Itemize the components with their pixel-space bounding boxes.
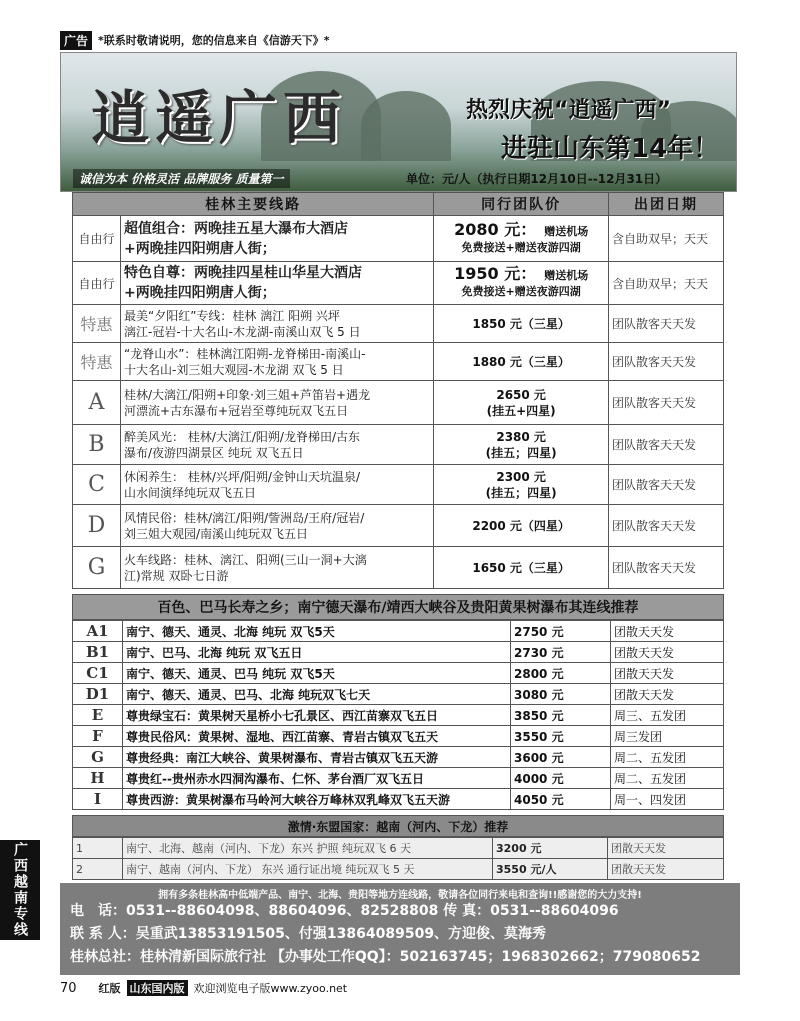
price-line: 1850 元（三星）	[472, 316, 570, 331]
departure-cell: 团散天天发	[611, 642, 724, 663]
price-extra: 免费接送+赠送夜游四湖	[461, 285, 581, 298]
price-extra: 赠送机场	[544, 269, 589, 282]
route-number: 1	[73, 838, 123, 859]
celebrate-line2: 进驻山东第14年！	[501, 134, 720, 164]
side-tab: 广西越南专线	[0, 840, 40, 940]
departure-cell: 团队散客天天发	[609, 381, 724, 425]
mountain-shape	[361, 91, 451, 161]
page-number: 70	[60, 980, 77, 996]
price-cell	[434, 465, 609, 505]
table-header-row	[73, 193, 724, 216]
ad-tag: 广告	[60, 31, 92, 50]
departure-cell: 团散天天发	[608, 838, 724, 859]
table-row	[73, 705, 724, 726]
route-code: E	[73, 705, 123, 726]
price-line: 1880 元（三星）	[472, 354, 570, 369]
route-description: 南宁、德天、通灵、北海 纯玩 双飞5天	[123, 621, 511, 642]
route-label: D	[73, 505, 121, 547]
price-cell: 3200 元	[493, 838, 608, 859]
contact-notice: 拥有多条桂林高中低端产品、南宁、北海、贵阳等地方连线路，敬请各位同行来电和查询!!感谢您的大力支持!	[158, 890, 642, 901]
table-row	[73, 859, 724, 880]
route-description	[121, 381, 434, 425]
ad-header	[60, 30, 330, 50]
banner-title: 逍遥广西	[91, 84, 348, 152]
price-line: (挂五+四星)	[486, 403, 556, 418]
route-code: A1	[73, 621, 123, 642]
price-cell	[434, 305, 609, 343]
route-description: 尊贵绿宝石：黄果树天星桥小七孔景区、西江苗寨双飞五日	[123, 705, 511, 726]
departure-cell: 团队散客天天发	[609, 305, 724, 343]
price-cell: 4000 元	[511, 768, 611, 789]
contact-panel	[60, 883, 740, 975]
celebrate-line1: 热烈庆祝“逍遥广西”	[466, 98, 671, 123]
price-cell: 3080 元	[511, 684, 611, 705]
route-description	[121, 216, 434, 262]
price-cell	[434, 425, 609, 465]
price-line: 2300 元	[496, 469, 546, 484]
route-description	[121, 262, 434, 305]
price-cell	[434, 262, 609, 305]
route-label: 特惠	[73, 343, 121, 381]
price-cell	[434, 381, 609, 425]
route-line: +两晚挂四阳朔唐人街；	[124, 240, 276, 257]
table-row	[73, 505, 724, 547]
route-line: “龙脊山水”：桂林漓江阳朔-龙脊梯田-南溪山-	[124, 346, 366, 361]
table-row	[73, 663, 724, 684]
route-description: 尊贵西游：黄果树瀑布马岭河大峡谷万峰林双乳峰双飞五天游	[123, 789, 511, 810]
table-row	[73, 621, 724, 642]
contact-hq: 桂林总社：桂林清新国际旅行社 【办事处工作QQ】：502163745；1968302662；779080652	[70, 949, 701, 965]
table-row	[73, 465, 724, 505]
route-line: 山水间演绎纯玩双飞五日	[124, 485, 257, 500]
departure-cell: 周三发团	[611, 726, 724, 747]
page-footer	[60, 980, 347, 996]
price-cell: 2800 元	[511, 663, 611, 684]
section-title-vietnam: 激情·东盟国家：越南（河内、下龙）推荐	[72, 815, 724, 837]
edition-label: 红版	[98, 982, 121, 995]
price-line: 2200 元（四星）	[472, 518, 570, 533]
route-label: A	[73, 381, 121, 425]
price-cell	[434, 216, 609, 262]
route-line: 休闲养生： 桂林/兴坪/阳朔/金钟山天坑温泉/	[124, 469, 360, 484]
departure-cell: 含自助双早；天天	[609, 262, 724, 305]
route-label: B	[73, 425, 121, 465]
route-code: G	[73, 747, 123, 768]
banner	[60, 52, 737, 192]
table-row	[73, 262, 724, 305]
table-row	[73, 343, 724, 381]
price-line: (挂五；四星)	[485, 445, 557, 460]
route-line: 十大名山-刘三姐大观园-木龙湖 双飞 5 日	[124, 362, 344, 377]
price-extra: 赠送机场	[544, 224, 589, 238]
route-line: +两晚挂四阳朔唐人街；	[124, 285, 276, 301]
table-row	[73, 381, 724, 425]
departure-cell: 周二、五发团	[611, 768, 724, 789]
route-code: I	[73, 789, 123, 810]
table-row	[73, 768, 724, 789]
price-line: 2380 元	[496, 429, 546, 444]
table-row	[73, 684, 724, 705]
route-label: 自由行	[73, 216, 121, 262]
price-cell	[434, 343, 609, 381]
route-line: 河漂流+古东瀑布+冠岩至尊纯玩双飞五日	[124, 403, 349, 418]
price-cell: 3850 元	[511, 705, 611, 726]
col-header-price: 同行团队价	[434, 193, 609, 216]
price-line	[437, 266, 605, 284]
route-description: 南宁、德天、通灵、巴马、北海 纯玩双飞七天	[123, 684, 511, 705]
route-description: 尊贵民俗风：黄果树、湿地、西江苗寨、青岩古镇双飞五天	[123, 726, 511, 747]
price-line	[437, 219, 605, 240]
route-description	[121, 305, 434, 343]
route-code: C1	[73, 663, 123, 684]
route-description	[121, 465, 434, 505]
table-row	[73, 726, 724, 747]
price-main: 2080 元：	[454, 219, 537, 239]
route-description: 尊贵经典：南江大峡谷、黄果树瀑布、青岩古镇双飞五天游	[123, 747, 511, 768]
route-description: 南宁、巴马、北海 纯玩 双飞五日	[123, 642, 511, 663]
route-description: 南宁、北海、越南（河内、下龙）东兴 护照 纯玩双飞 6 天	[123, 838, 493, 859]
departure-cell: 团队散客天天发	[609, 343, 724, 381]
contact-person: 联 系 人：吴重武13853191505、付强13864089509、方迎俊、莫海秀	[70, 926, 547, 942]
route-line: 醉美风光： 桂林/大漓江/阳朔/龙脊梯田/古东	[124, 429, 360, 444]
price-cell: 2750 元	[511, 621, 611, 642]
price-extra: 免费接送+赠送夜游四湖	[461, 240, 581, 254]
table-row	[73, 547, 724, 589]
table-row	[73, 216, 724, 262]
route-line: 特色自尊：两晚挂四星桂山华星大酒店	[124, 265, 362, 281]
departure-cell: 团散天天发	[611, 663, 724, 684]
col-header-route: 桂林主要线路	[73, 193, 434, 216]
route-line: 风情民俗：桂林/漓江/阳朔/訾洲岛/王府/冠岩/	[124, 510, 365, 525]
contact-phone: 电 话：0531--88604098、88604096、82528808 传 真：0531--88604096	[70, 903, 619, 919]
route-line: 超值组合：两晚挂五星大瀑布大酒店	[124, 220, 348, 237]
departure-cell: 团队散客天天发	[609, 547, 724, 589]
departure-cell: 团队散客天天发	[609, 505, 724, 547]
departure-cell: 周二、五发团	[611, 747, 724, 768]
departure-cell: 团散天天发	[608, 859, 724, 880]
route-line: 火车线路：桂林、漓江、阳朔(三山一洞+大漓	[124, 552, 367, 567]
route-code: H	[73, 768, 123, 789]
route-label: G	[73, 547, 121, 589]
price-line: (挂五；四星)	[485, 485, 557, 500]
price-cell: 3600 元	[511, 747, 611, 768]
route-description	[121, 547, 434, 589]
departure-cell: 团队散客天天发	[609, 465, 724, 505]
route-line: 瀑布/夜游四湖景区 纯玩 双飞五日	[124, 445, 304, 460]
edition-box: 山东国内版	[127, 980, 188, 996]
route-line: 漓江-冠岩-十大名山-木龙湖-南溪山双飞 5 日	[124, 324, 361, 339]
departure-cell: 周一、四发团	[611, 789, 724, 810]
price-cell: 3550 元/人	[493, 859, 608, 880]
ad-note: *联系时敬请说明，您的信息来自《信游天下》*	[98, 34, 330, 47]
departure-cell: 周三、五发团	[611, 705, 724, 726]
table-row	[73, 425, 724, 465]
baise-routes-table	[72, 620, 724, 810]
vietnam-routes-table	[72, 837, 724, 880]
slogan: 诚信为本 价格灵活 品牌服务 质量第一	[73, 169, 290, 188]
price-cell	[434, 547, 609, 589]
route-label: C	[73, 465, 121, 505]
col-header-departure: 出团日期	[609, 193, 724, 216]
route-label: 特惠	[73, 305, 121, 343]
price-cell: 2730 元	[511, 642, 611, 663]
table-row	[73, 642, 724, 663]
guilin-routes-table	[72, 192, 724, 589]
price-main: 1950 元：	[454, 264, 537, 283]
table-row	[73, 305, 724, 343]
route-description: 南宁、越南（河内、下龙） 东兴 通行证出境 纯玩双飞 5 天	[123, 859, 493, 880]
route-line: 江)常规 双卧七日游	[124, 568, 229, 583]
departure-cell: 团散天天发	[611, 684, 724, 705]
departure-cell: 团队散客天天发	[609, 425, 724, 465]
route-code: F	[73, 726, 123, 747]
route-description	[121, 425, 434, 465]
site-link[interactable]: 欢迎浏览电子版www.zyoo.net	[193, 982, 348, 995]
price-cell: 4050 元	[511, 789, 611, 810]
route-description: 尊贵红--贵州赤水四洞沟瀑布、仁怀、茅台酒厂双飞五日	[123, 768, 511, 789]
departure-cell: 含自助双早；天天	[609, 216, 724, 262]
price-cell	[434, 505, 609, 547]
table-row	[73, 838, 724, 859]
route-line: 桂林/大漓江/阳朔+印象·刘三姐+芦笛岩+遇龙	[124, 387, 371, 402]
section-title-baise: 百色、巴马长寿之乡；南宁德天瀑布/靖西大峡谷及贵阳黄果树瀑布其连线推荐	[72, 594, 724, 620]
route-description	[121, 343, 434, 381]
departure-cell: 团散天天发	[611, 621, 724, 642]
route-description: 南宁、德天、通灵、巴马 纯玩 双飞5天	[123, 663, 511, 684]
price-line: 2650 元	[496, 387, 546, 402]
price-line: 1650 元（三星）	[472, 560, 570, 575]
route-line: 最美“夕阳红”专线：桂林 漓江 阳朔 兴坪	[124, 308, 340, 323]
route-code: B1	[73, 642, 123, 663]
route-label: 自由行	[73, 262, 121, 305]
table-row	[73, 747, 724, 768]
route-line: 刘三姐大观园/南溪山纯玩双飞五日	[124, 526, 309, 541]
route-description	[121, 505, 434, 547]
price-unit-note: 单位：元/人（执行日期12月10日--12月31日）	[406, 172, 668, 186]
route-code: D1	[73, 684, 123, 705]
route-number: 2	[73, 859, 123, 880]
table-row	[73, 789, 724, 810]
price-cell: 3550 元	[511, 726, 611, 747]
